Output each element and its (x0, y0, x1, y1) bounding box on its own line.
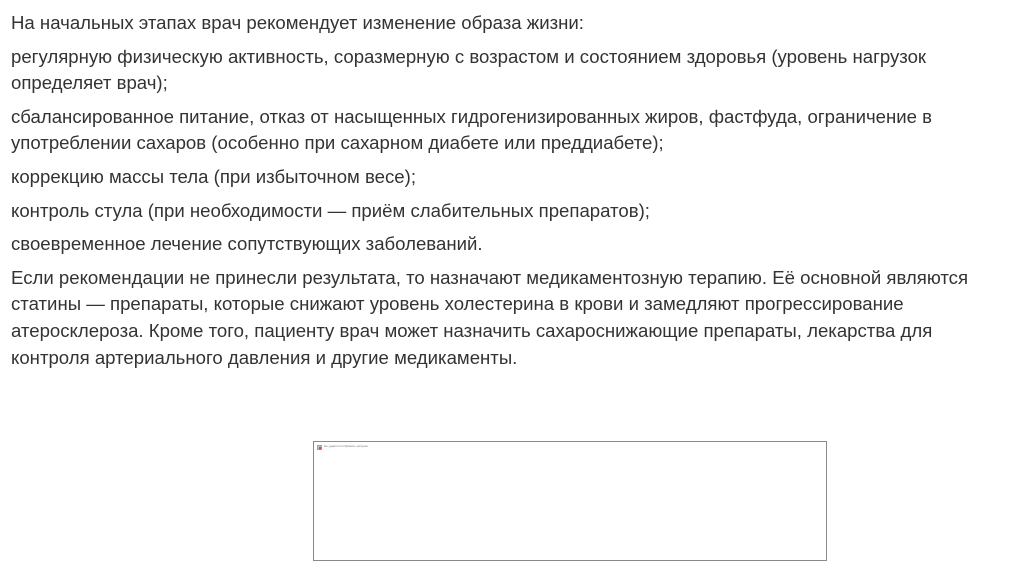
intro-paragraph: На начальных этапах врач рекомендует изменение образа жизни: (11, 12, 584, 33)
recommendation-treatment: своевременное лечение сопутствующих заболеваний. (11, 233, 483, 255)
broken-image-icon (317, 445, 322, 450)
document-body (11, 10, 1011, 378)
medication-paragraph: Если рекомендации не принесли результата, то назначают медикаментозную терапию. Её основной являются статины — препараты, которые снижают уровень холестерина в крови и замедляют прогрессирование атеросклероза. Кроме того, пациенту врач может назначить сахароснижающие препараты, лекарства для контроля артериального давления и другие медикаменты. (11, 266, 969, 368)
recommendation-weight: коррекцию массы тела (при избыточном весе); (11, 165, 416, 187)
image-alt-text: Не удается отобразить рисунок (324, 444, 368, 448)
recommendation-nutrition: сбалансированное питание, отказ от насыщенных гидрогенизированных жиров, фастфуда, ограничение в употреблении сахаров (особенно при сахарном диабете или преддиабете); (11, 105, 933, 154)
broken-image-placeholder (313, 441, 827, 561)
recommendation-stool: контроль стула (при необходимости — приём слабительных препаратов); (11, 199, 650, 221)
recommendation-activity: регулярную физическую активность, соразмерную с возрастом и состоянием здоровья (уровень нагрузок определяет врач); (11, 45, 927, 94)
